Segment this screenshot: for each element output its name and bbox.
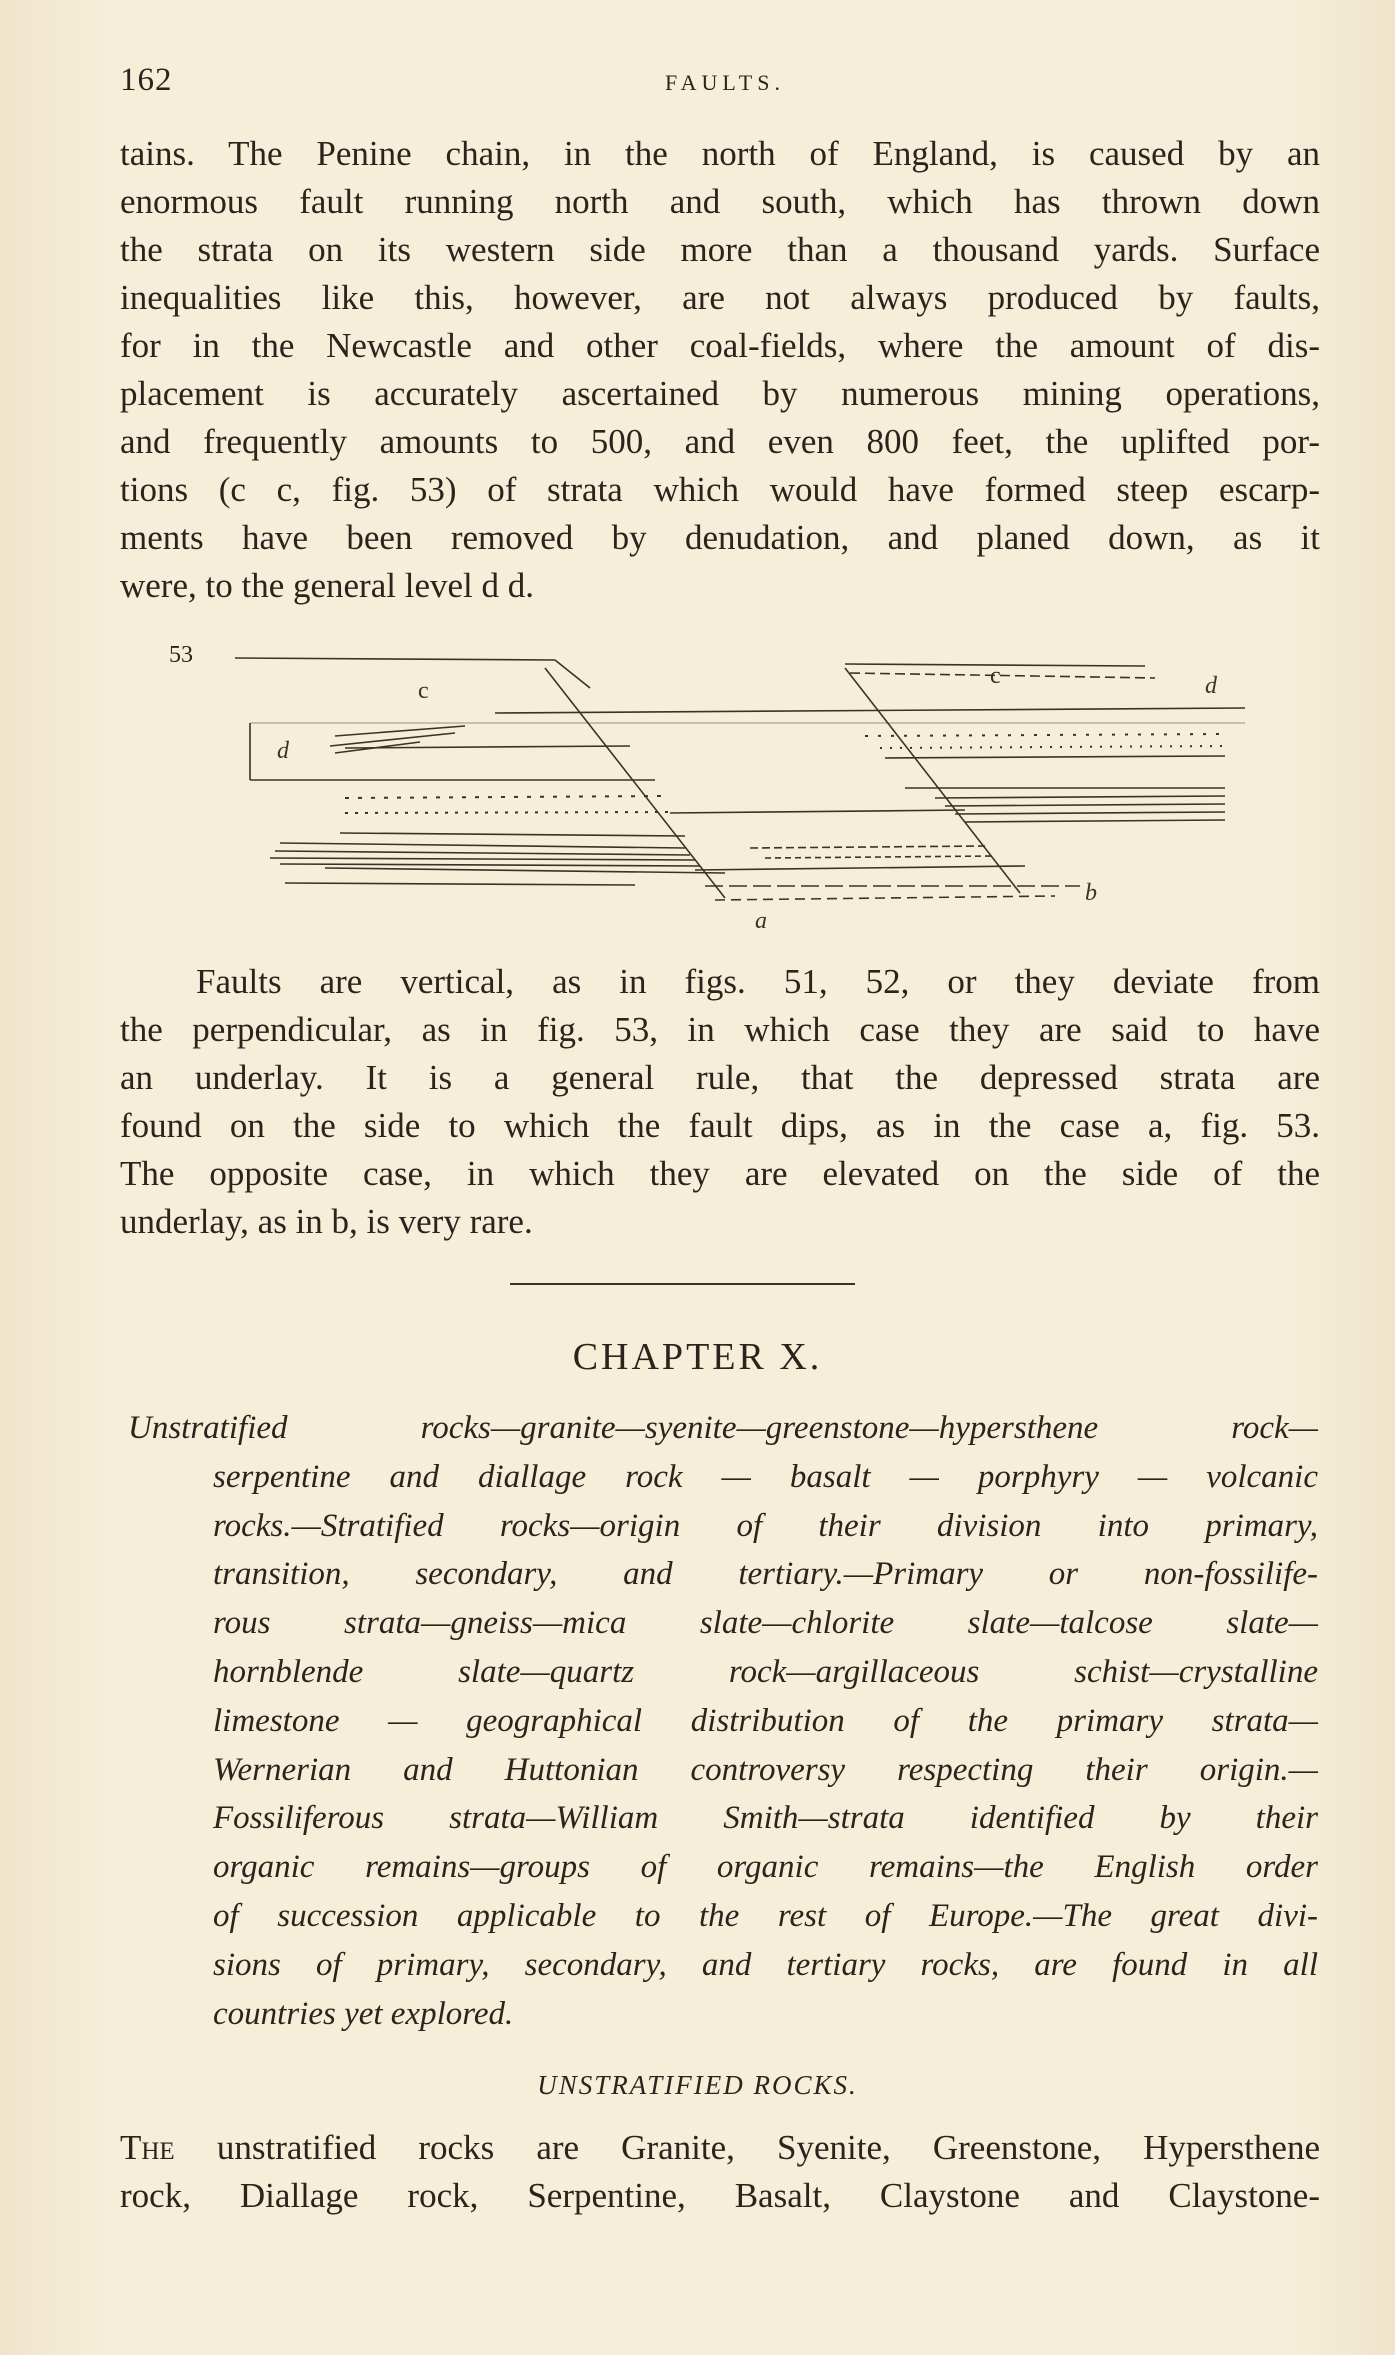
text-line: the strata on its western side more than a thousand yards. Surface: [120, 230, 1320, 269]
fault-cross-section: [165, 638, 1255, 938]
text-line: tains. The Penine chain, in the north of England, is caused by an: [120, 134, 1320, 173]
running-head: FAULTS.: [665, 70, 785, 95]
summary-line: hornblende slate—quartz rock—argillaceous schist—crystalline: [213, 1653, 1318, 1690]
stratum-line: [695, 866, 1025, 870]
summary-line: countries yet explored.: [213, 1995, 514, 2032]
paragraph-underlay: [120, 958, 1320, 1246]
text-line: Faults are vertical, as in figs. 51, 52, or they deviate from: [196, 962, 1320, 1001]
text-line: rock, Diallage rock, Serpentine, Basalt, Claystone and Claystone-: [120, 2176, 1320, 2215]
drop-word: The: [120, 2128, 175, 2167]
text-line: underlay, as in b, is very rare.: [120, 1202, 533, 1241]
text-line: for in the Newcastle and other coal-fields, where the amount of dis-: [120, 326, 1320, 365]
general-level-line: [495, 708, 1245, 713]
fault-line-left: [555, 660, 590, 688]
stratum-line: [670, 810, 965, 813]
text-line: found on the side to which the fault dips, as in the case a, fig. 53.: [120, 1106, 1320, 1145]
text-line: [120, 2124, 1320, 2172]
summary-line: organic remains—groups of organic remains—the English order: [213, 1849, 1318, 1886]
text-line: placement is accurately ascertained by numerous mining operations,: [120, 374, 1320, 413]
text-line: tions (c c, fig. 53) of strata which would have formed steep escarp-: [120, 470, 1320, 509]
label-c-left: c: [418, 678, 429, 704]
chapter-summary: [128, 1404, 1318, 2038]
figure-number: 53: [169, 642, 193, 668]
label-c-right: c: [990, 663, 1001, 689]
text-line: were, to the general level d d.: [120, 566, 534, 605]
text-line: The opposite case, in which they are elevated on the side of the: [120, 1154, 1320, 1193]
stratum-line: [850, 673, 1155, 678]
summary-line: limestone — geographical distribution of the primary strata—: [213, 1702, 1318, 1739]
section-divider: [510, 1283, 855, 1285]
summary-line: Wernerian and Huttonian controversy respecting their origin.—: [213, 1751, 1318, 1788]
chapter-title: CHAPTER X.: [572, 1336, 823, 1378]
summary-line: Unstratified rocks—granite—syenite—greenstone—hypersthene rock—: [128, 1410, 1318, 1446]
figure-53-fault-diagram: [165, 638, 1255, 938]
text-line: and frequently amounts to 500, and even 800 feet, the uplifted por-: [120, 422, 1320, 461]
summary-line: Fossiliferous strata—William Smith—strata identified by their: [213, 1800, 1318, 1837]
text-line: enormous fault running north and south, which has thrown down: [120, 182, 1320, 221]
section-title: UNSTRATIFIED ROCKS.: [537, 2070, 858, 2100]
paragraph-unstratified: [120, 2124, 1320, 2220]
text-line: an underlay. It is a general rule, that the depressed strata are: [120, 1058, 1320, 1097]
page-header: [120, 62, 1330, 106]
summary-line: rocks.—Stratified rocks—origin of their division into primary,: [213, 1507, 1318, 1544]
summary-line: serpentine and diallage rock — basalt — porphyry — volcanic: [213, 1458, 1318, 1495]
label-d-right: d: [1205, 673, 1217, 699]
summary-line: transition, secondary, and tertiary.—Primary or non-fossilife-: [213, 1556, 1318, 1593]
stratum-line: [885, 756, 1225, 758]
stratum-line: [325, 868, 725, 873]
summary-line: of succession applicable to the rest of Europe.—The great divi-: [213, 1897, 1318, 1934]
summary-line: sions of primary, secondary, and tertiary rocks, are found in all: [213, 1946, 1318, 1983]
paragraph-faults-continued: [120, 130, 1320, 610]
page-number: 162: [120, 62, 173, 98]
label-a: a: [755, 908, 767, 934]
label-b: b: [1085, 880, 1097, 906]
surface-line: [235, 658, 555, 660]
label-d-left: d: [277, 738, 289, 764]
fault-line-main: [545, 668, 725, 898]
summary-line: rous strata—gneiss—mica slate—chlorite slate—talcose slate—: [213, 1605, 1318, 1642]
text-line-rest: unstratified rocks are Granite, Syenite, Greenstone, Hypersthene: [174, 2128, 1320, 2167]
text-line: the perpendicular, as in fig. 53, in which case they are said to have: [120, 1010, 1320, 1049]
fault-line-right: [845, 668, 1020, 893]
text-line: inequalities like this, however, are not always produced by faults,: [120, 278, 1320, 317]
stratum-line: [340, 833, 685, 836]
text-line: ments have been removed by denudation, and planed down, as it: [120, 518, 1320, 557]
